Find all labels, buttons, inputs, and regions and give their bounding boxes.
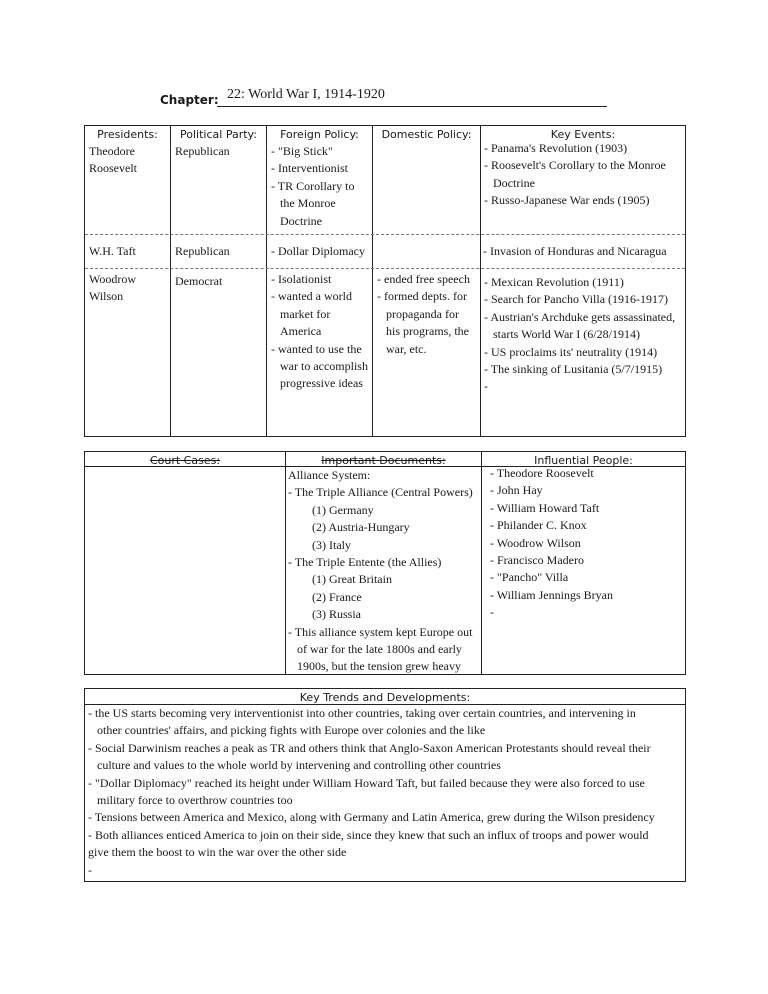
table-row-taft: W.H. Taft	[89, 244, 136, 258]
header-court-cases: Court Cases:	[149, 454, 221, 467]
header-key-events: Key Events:	[550, 128, 616, 141]
key-events-list: - Mexican Revolution (1911) - Search for Pancho Villa (1916-1917) - Austrian's Archduke gets assassinated, starts World War I (6/28/1914) - US proclaims its' neutrality (1914) - The sinking of Lusitania (5/7/1915) -	[484, 275, 676, 394]
chapter-header	[160, 86, 620, 108]
chapter-title: 22: World War I, 1914-1920	[227, 87, 385, 102]
column-divider	[481, 452, 482, 674]
president-name: Roosevelt	[89, 161, 137, 176]
trends-box	[84, 688, 686, 882]
header-presidents: Presidents:	[97, 128, 158, 141]
column-divider	[285, 452, 286, 674]
list-item: - Francisco Madero	[490, 553, 584, 568]
trends-list: - the US starts becoming very interventionist into other countries, taking over certain countries, and intervening in other countries' affairs, and picking fights with Europe over colonies and the like - Social Darwinism reaches a peak as TR and others think that Anglo-Saxon American Protestants should reveal their culture and values to the whole world by intervening and controlling other countries - "Dollar Diplomacy" reached its height under William Howard Taft, but failed because they were also forced to use military force to overthrow countries too - Tensions between America and Mexico, along with Germany and Latin America, grew during the Wilson presidency - Both alliances enticed America to join on their side, since they knew that such an influx of troops and power would give them the boost to win the war over the other side -	[88, 706, 655, 877]
header-political-party: Political Party:	[180, 128, 257, 141]
column-divider	[266, 126, 267, 436]
foreign-policy-list: - Isolationist - wanted a world market for America - wanted to use the war to accomplish progressive ideas	[271, 272, 368, 391]
party-value: Democrat	[175, 274, 223, 288]
list-item: -	[490, 605, 494, 620]
list-item: - "Pancho" Villa	[490, 570, 569, 585]
header-important-documents: Important Documents:	[321, 454, 446, 467]
people-list	[490, 465, 613, 622]
president-name: Woodrow	[89, 272, 137, 286]
list-item: - John Hay	[490, 483, 543, 498]
row-divider	[85, 234, 685, 235]
column-divider	[372, 126, 373, 436]
list-item: - Woodrow Wilson	[490, 535, 581, 550]
list-item: - William Jennings Bryan	[490, 587, 613, 602]
list-item: - Philander C. Knox	[490, 518, 587, 533]
president-name: Wilson	[89, 289, 124, 304]
foreign-policy-value: - Dollar Diplomacy	[271, 244, 365, 258]
list-item: - Theodore Roosevelt	[490, 466, 594, 480]
table-row-wilson	[89, 271, 136, 306]
foreign-policy-list: - "Big Stick" - Interventionist - TR Corollary to the Monroe Doctrine	[271, 144, 355, 228]
party-value: Republican	[175, 144, 230, 158]
chapter-label: Chapter:	[160, 93, 219, 107]
header-key-trends: Key Trends and Developments:	[299, 691, 471, 704]
president-name: Theodore	[89, 144, 135, 158]
column-divider	[480, 126, 481, 436]
domestic-policy-list: - ended free speech - formed depts. for propaganda for his programs, the war, etc.	[377, 272, 470, 356]
header-influential-people: Influential People:	[534, 454, 633, 467]
key-events-value: - Invasion of Honduras and Nicaragua	[483, 244, 667, 258]
documents-table	[84, 451, 686, 675]
header-domestic-policy: Domestic Policy:	[381, 128, 472, 141]
documents-list: Alliance System: - The Triple Alliance (Central Powers) (1) Germany (2) Austria-Hungary (3) Italy - The Triple Entente (the Allies) (1) Great Britain (2) France (3) Russia - This alliance system kept Europe out of war for the late 1800s and early 1900s, but the tension grew heavy	[288, 468, 473, 674]
column-divider	[170, 126, 171, 436]
header-foreign-policy: Foreign Policy:	[280, 128, 359, 141]
list-item: - William Howard Taft	[490, 500, 600, 515]
key-events-list: - Panama's Revolution (1903) - Roosevelt's Corollary to the Monroe Doctrine - Russo-Japanese War ends (1905)	[484, 141, 666, 208]
row-divider	[85, 268, 685, 269]
presidents-table	[84, 125, 686, 437]
chapter-underline	[217, 106, 607, 107]
table-row-roosevelt	[89, 143, 137, 178]
party-value: Republican	[175, 244, 230, 258]
